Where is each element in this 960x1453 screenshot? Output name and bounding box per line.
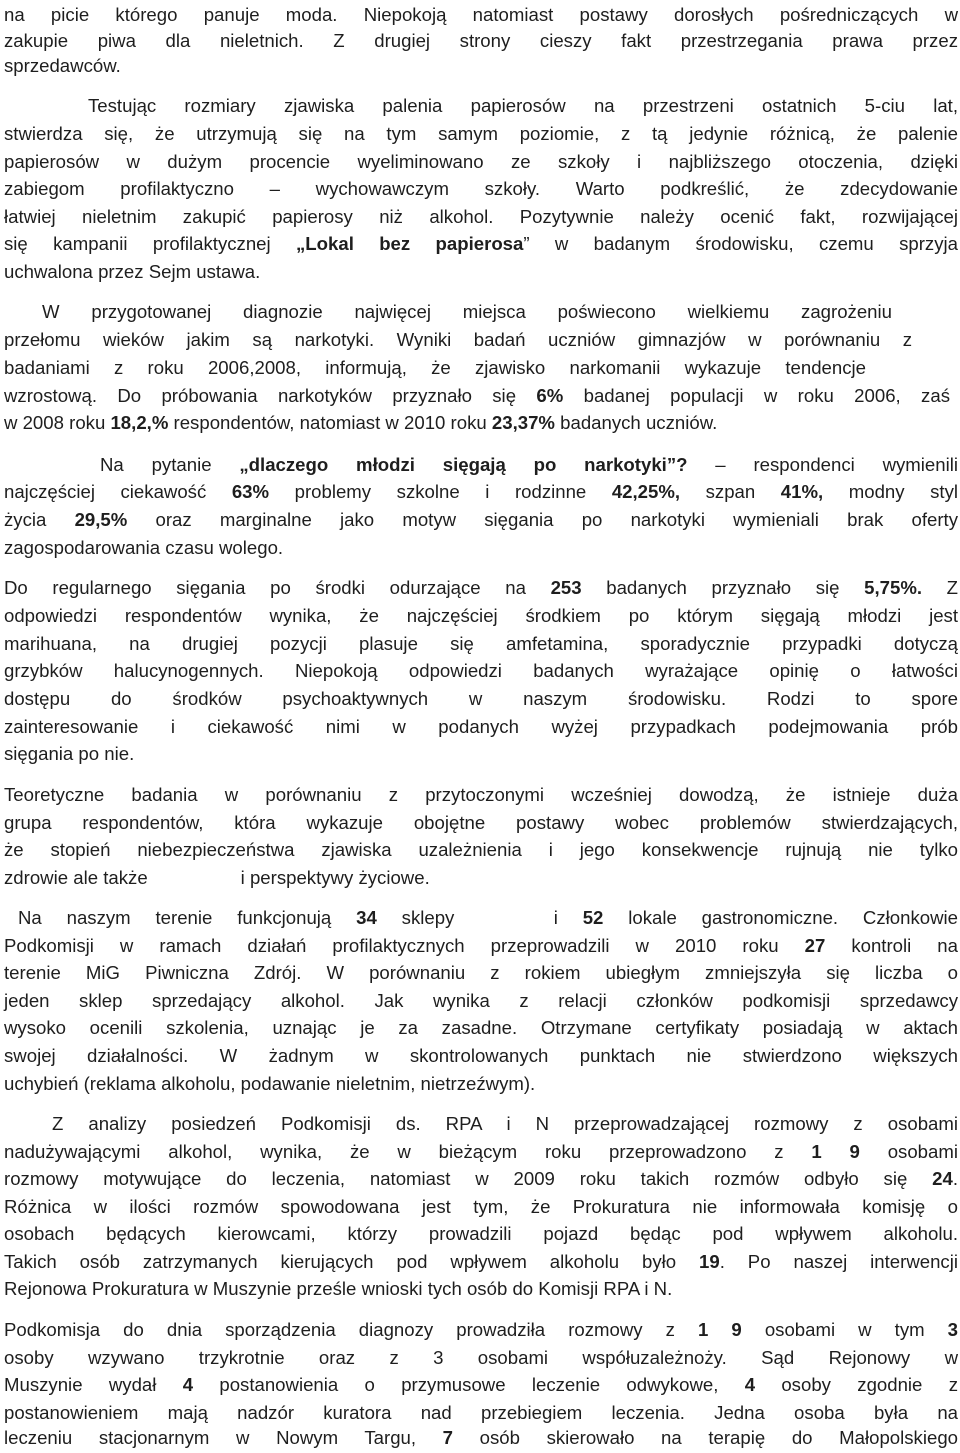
text-line: zdrowie ale także i perspektywy życiowe. [4, 867, 430, 888]
text-line: terenie MiG Piwniczna Zdrój. W porównaniu z rokiem ubiegłym zmniejszyła się liczba o [4, 962, 958, 983]
text-line: Podkomisja do dnia sporządzenia diagnozy prowadziła rozmowy z 1 9 osobami w tym 3 [4, 1319, 959, 1340]
text-line: wysoko ocenili szkolenia, uznając je za zasadne. Otrzymane certyfikaty posiadają w aktach [4, 1017, 958, 1038]
text-line: Rejonowa Prokuratura w Muszynie prześle wnioski tych osób do Komisji RPA i N. [4, 1278, 673, 1299]
text-line: grzybków halucynogennych. Niepokoją odpowiedzi badanych wyrażające opinię o łatwości [4, 660, 958, 681]
text-line: Muszynie wydał 4 postanowienia o przymusowe leczenie odwykowe, 4 osoby zgodnie z [4, 1374, 959, 1395]
text-line: stwierdza się, że utrzymują się na tym samym poziomie, z tą jedynie różnicą, że palenie [4, 123, 958, 144]
text-line: życia 29,5% oraz marginalne jako motyw sięgania po narkotyki wymieniali brak oferty [4, 509, 958, 530]
text-line: postanowieniem mają nadzór kuratora nad przebiegiem leczenia. Jedna osoba była na [4, 1402, 958, 1423]
text-line: łatwiej nieletnim zakupić papierosy niż alkohol. Pozytywnie należy ocenić fakt, rozwijającej [4, 206, 958, 227]
text-line: że stopień niebezpieczeństwa zjawiska uzależnienia i jego konsekwencje rujnują nie tylko [4, 839, 958, 860]
text-line: dostępu do środków psychoaktywnych w naszym środowisku. Rodzi to spore [4, 688, 958, 709]
text-line: sprzedawców. [4, 55, 121, 76]
text-line: Różnica w ilości rozmów spowodowana jest tym, że Prokuratura nie informowała komisję o [4, 1196, 958, 1217]
text-line: uchwalona przez Sejm ustawa. [4, 261, 261, 282]
text-line: zainteresowanie i ciekawość nimi w podanych wyżej przypadkach podejmowania prób [4, 716, 958, 737]
text-line: jeden sklep sprzedający alkohol. Jak wynika z relacji członków podkomisji sprzedawcy [4, 990, 958, 1011]
text-line: zabiegom profilaktyczno – wychowawczym szkoły. Warto podkreślić, że zdecydowanie [4, 178, 958, 199]
text-line: najczęściej ciekawość 63% problemy szkolne i rodzinne 42,25%, szpan 41%, modny styl [4, 481, 959, 502]
text-line: Testując rozmiary zjawiska palenia papierosów na przestrzeni ostatnich 5-ciu lat, [88, 95, 958, 116]
text-line: wzrostową. Do próbowania narkotyków przyznało się 6% badanej populacji w roku 2006, zaś [4, 385, 950, 406]
text-line: odpowiedzi respondentów wynika, że najczęściej środkiem po którym sięgają młodzi jest [4, 605, 958, 626]
text-line: na picie którego panuje moda. Niepokoją natomiast postawy dorosłych pośredniczących w [4, 4, 958, 25]
text-line: papierosów w dużym procencie wyeliminowano ze szkoły i najbliższego otoczenia, dzięki [4, 151, 958, 172]
text-line: Takich osób zatrzymanych kierujących pod wpływem alkoholu było 19. Po naszej interwencji [4, 1251, 958, 1272]
text-line: nadużywającymi alkohol, wynika, że w bieżącym roku przeprowadzono z 1 9 osobami [4, 1141, 958, 1162]
text-line: osobach będących kierowcami, którzy prowadzili pojazd będąc pod wpływem alkoholu. [4, 1223, 958, 1244]
text-line: uchybień (reklama alkoholu, podawanie nieletnim, nietrzeźwym). [4, 1073, 536, 1094]
text-line: Na naszym terenie funkcjonują 34 sklepy i 52 lokale gastronomiczne. Członkowie [18, 907, 958, 928]
text-line: leczeniu stacjonarnym w Nowym Targu, 7 osób skierowało na terapię do Małopolskiego [4, 1427, 959, 1448]
text-line: zakupie piwa dla nieletnich. Z drugiej strony cieszy fakt przestrzegania prawa przez [4, 30, 958, 51]
text-line: Podkomisji w ramach działań profilaktycznych przeprowadzili w 2010 roku 27 kontroli na [4, 935, 958, 956]
text-line: osoby wzywano trzykrotnie oraz z 3 osobami współuzależnoży. Sąd Rejonowy w [4, 1347, 958, 1368]
text-line: badaniami z roku 2006,2008, informują, że zjawisko narkomanii wykazuje tendencje [4, 357, 866, 378]
text-line: Z analizy posiedzeń Podkomisji ds. RPA i N przeprowadzającej rozmowy z osobami [52, 1113, 958, 1134]
text-line: przełomu wieków jakim są narkotyki. Wyniki badań uczniów gimnazjów w porównaniu z [4, 329, 912, 350]
text-line: Teoretyczne badania w porównaniu z przytoczonymi wcześniej dowodzą, że istnieje duża [4, 784, 958, 805]
text-line: marihuana, na drugiej pozycji plasuje się amfetamina, sporadycznie przypadki dotyczą [4, 633, 958, 654]
text-line: zagospodarowania czasu wolego. [4, 537, 284, 558]
text-line: W przygotowanej diagnozie najwięcej miejsca poświecono wielkiemu zagrożeniu [42, 301, 892, 322]
text-line: w 2008 roku 18,2,% respondentów, natomiast w 2010 roku 23,37% badanych uczniów. [4, 412, 718, 433]
text-line: rozmowy motywujące do leczenia, natomiast w 2009 roku takich rozmów odbyło się 24. [4, 1168, 958, 1189]
text-line: Na pytanie „dlaczego młodzi sięgają po narkotyki”? – respondenci wymienili [100, 454, 959, 475]
text-line: grupa respondentów, która wykazuje obojętne postawy wobec problemów stwierdzających, [4, 812, 958, 833]
text-line: Do regularnego sięgania po środki odurzające na 253 badanych przyznało się 5,75%. Z [4, 577, 958, 598]
text-line: sięgania po nie. [4, 743, 135, 764]
text-line: swojej działalności. W żadnym w skontrolowanych punktach nie stwierdzono większych [4, 1045, 958, 1066]
text-line: się kampanii profilaktycznej „Lokal bez papierosa” w badanym środowisku, czemu sprzyja [4, 233, 958, 254]
